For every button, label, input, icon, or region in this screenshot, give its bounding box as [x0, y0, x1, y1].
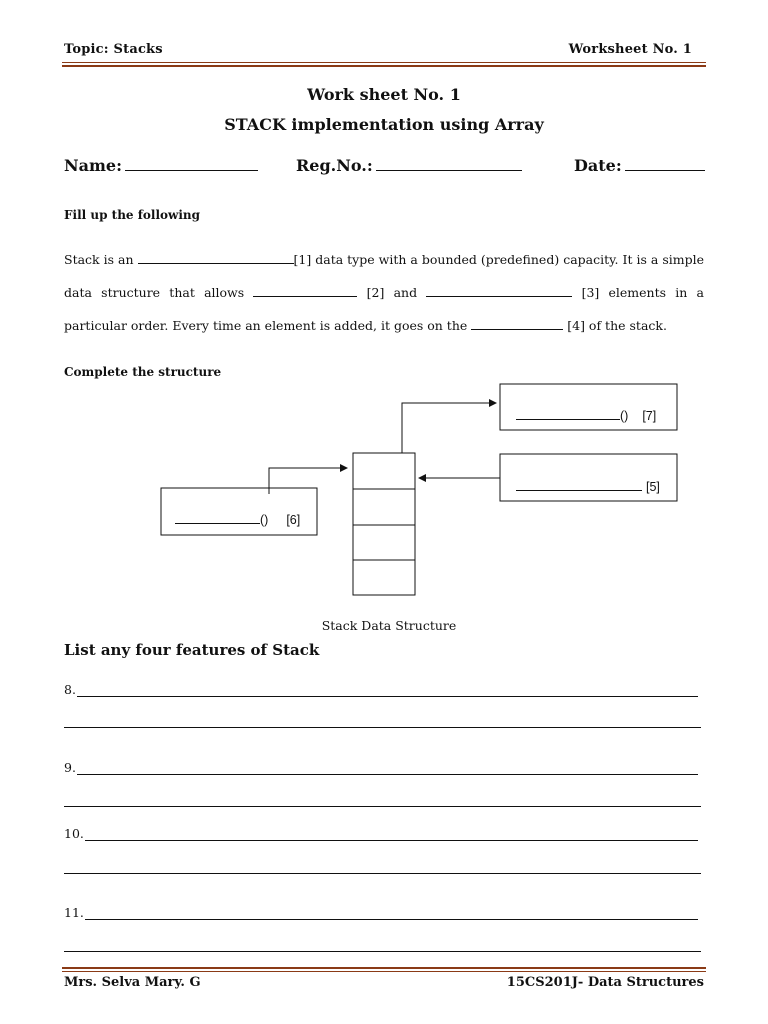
- box-6-label[interactable]: [175, 512, 300, 527]
- box-6-blank[interactable]: [175, 512, 260, 524]
- feature-line-9[interactable]: [64, 760, 698, 775]
- footer-rule-thin: [62, 971, 706, 972]
- feature-8-blank[interactable]: [77, 684, 698, 697]
- box-5-blank[interactable]: [516, 479, 642, 491]
- reg-label: Reg.No.:: [296, 156, 373, 175]
- section-fill-up-heading: Fill up the following: [64, 208, 201, 222]
- stack-cells: [353, 453, 415, 595]
- feature-8-continuation[interactable]: [64, 727, 701, 728]
- feature-number-10: 10.: [64, 826, 84, 841]
- feature-line-10[interactable]: [64, 826, 698, 841]
- arrow-pop: [402, 403, 496, 453]
- features-heading: List any four features of Stack: [64, 641, 320, 659]
- feature-number-11: 11.: [64, 905, 84, 920]
- feature-11-blank[interactable]: [85, 907, 698, 920]
- feature-9-blank[interactable]: [77, 762, 698, 775]
- para-text-4: [3] elements in a particular order. Every time an element is added, it goes on the: [64, 285, 704, 333]
- header-topic: Topic: Stacks: [64, 42, 163, 57]
- para-text-1: Stack is an: [64, 252, 134, 267]
- header-worksheet: Worksheet No. 1: [568, 42, 692, 57]
- feature-line-11[interactable]: [64, 905, 698, 920]
- box-6-suffix: (): [260, 513, 269, 527]
- stack-cell-1: [353, 453, 415, 489]
- box-6-tag: [6]: [286, 513, 301, 527]
- box-7-tag: [7]: [642, 409, 657, 423]
- para-text-5: [4] of the stack.: [567, 318, 667, 333]
- para-text-2: [1] data type with a bounded (predefined) capacity. It is a simple data structure that allows: [64, 252, 704, 300]
- feature-9-continuation[interactable]: [64, 806, 701, 807]
- feature-line-8[interactable]: [64, 682, 698, 697]
- feature-number-8: 8.: [64, 682, 76, 697]
- worksheet-subtitle: STACK implementation using Array: [224, 115, 544, 134]
- box-7-blank[interactable]: [516, 408, 620, 420]
- box-7-label[interactable]: [516, 408, 656, 423]
- stack-cell-4: [353, 560, 415, 595]
- feature-number-9: 9.: [64, 760, 76, 775]
- date-label: Date:: [574, 156, 622, 175]
- stack-cell-2: [353, 489, 415, 525]
- para-text-3: [2] and: [366, 285, 418, 300]
- name-label: Name:: [64, 156, 123, 175]
- feature-10-blank[interactable]: [85, 828, 698, 841]
- box-7-suffix: (): [620, 409, 629, 423]
- arrow-push: [269, 468, 347, 494]
- footer-rule-thick: [62, 967, 706, 969]
- section-complete-heading: Complete the structure: [64, 365, 222, 379]
- worksheet-title: Work sheet No. 1: [307, 85, 461, 104]
- box-5-label[interactable]: [516, 479, 660, 494]
- feature-11-continuation[interactable]: [64, 951, 701, 952]
- feature-10-continuation[interactable]: [64, 873, 701, 874]
- box-5-tag: [5]: [646, 480, 660, 494]
- stack-cell-3: [353, 525, 415, 560]
- box-7: [500, 384, 677, 430]
- footer-author: Mrs. Selva Mary. G: [64, 975, 201, 990]
- footer-course: 15CS201J- Data Structures: [506, 975, 704, 990]
- diagram-caption: Stack Data Structure: [321, 618, 457, 633]
